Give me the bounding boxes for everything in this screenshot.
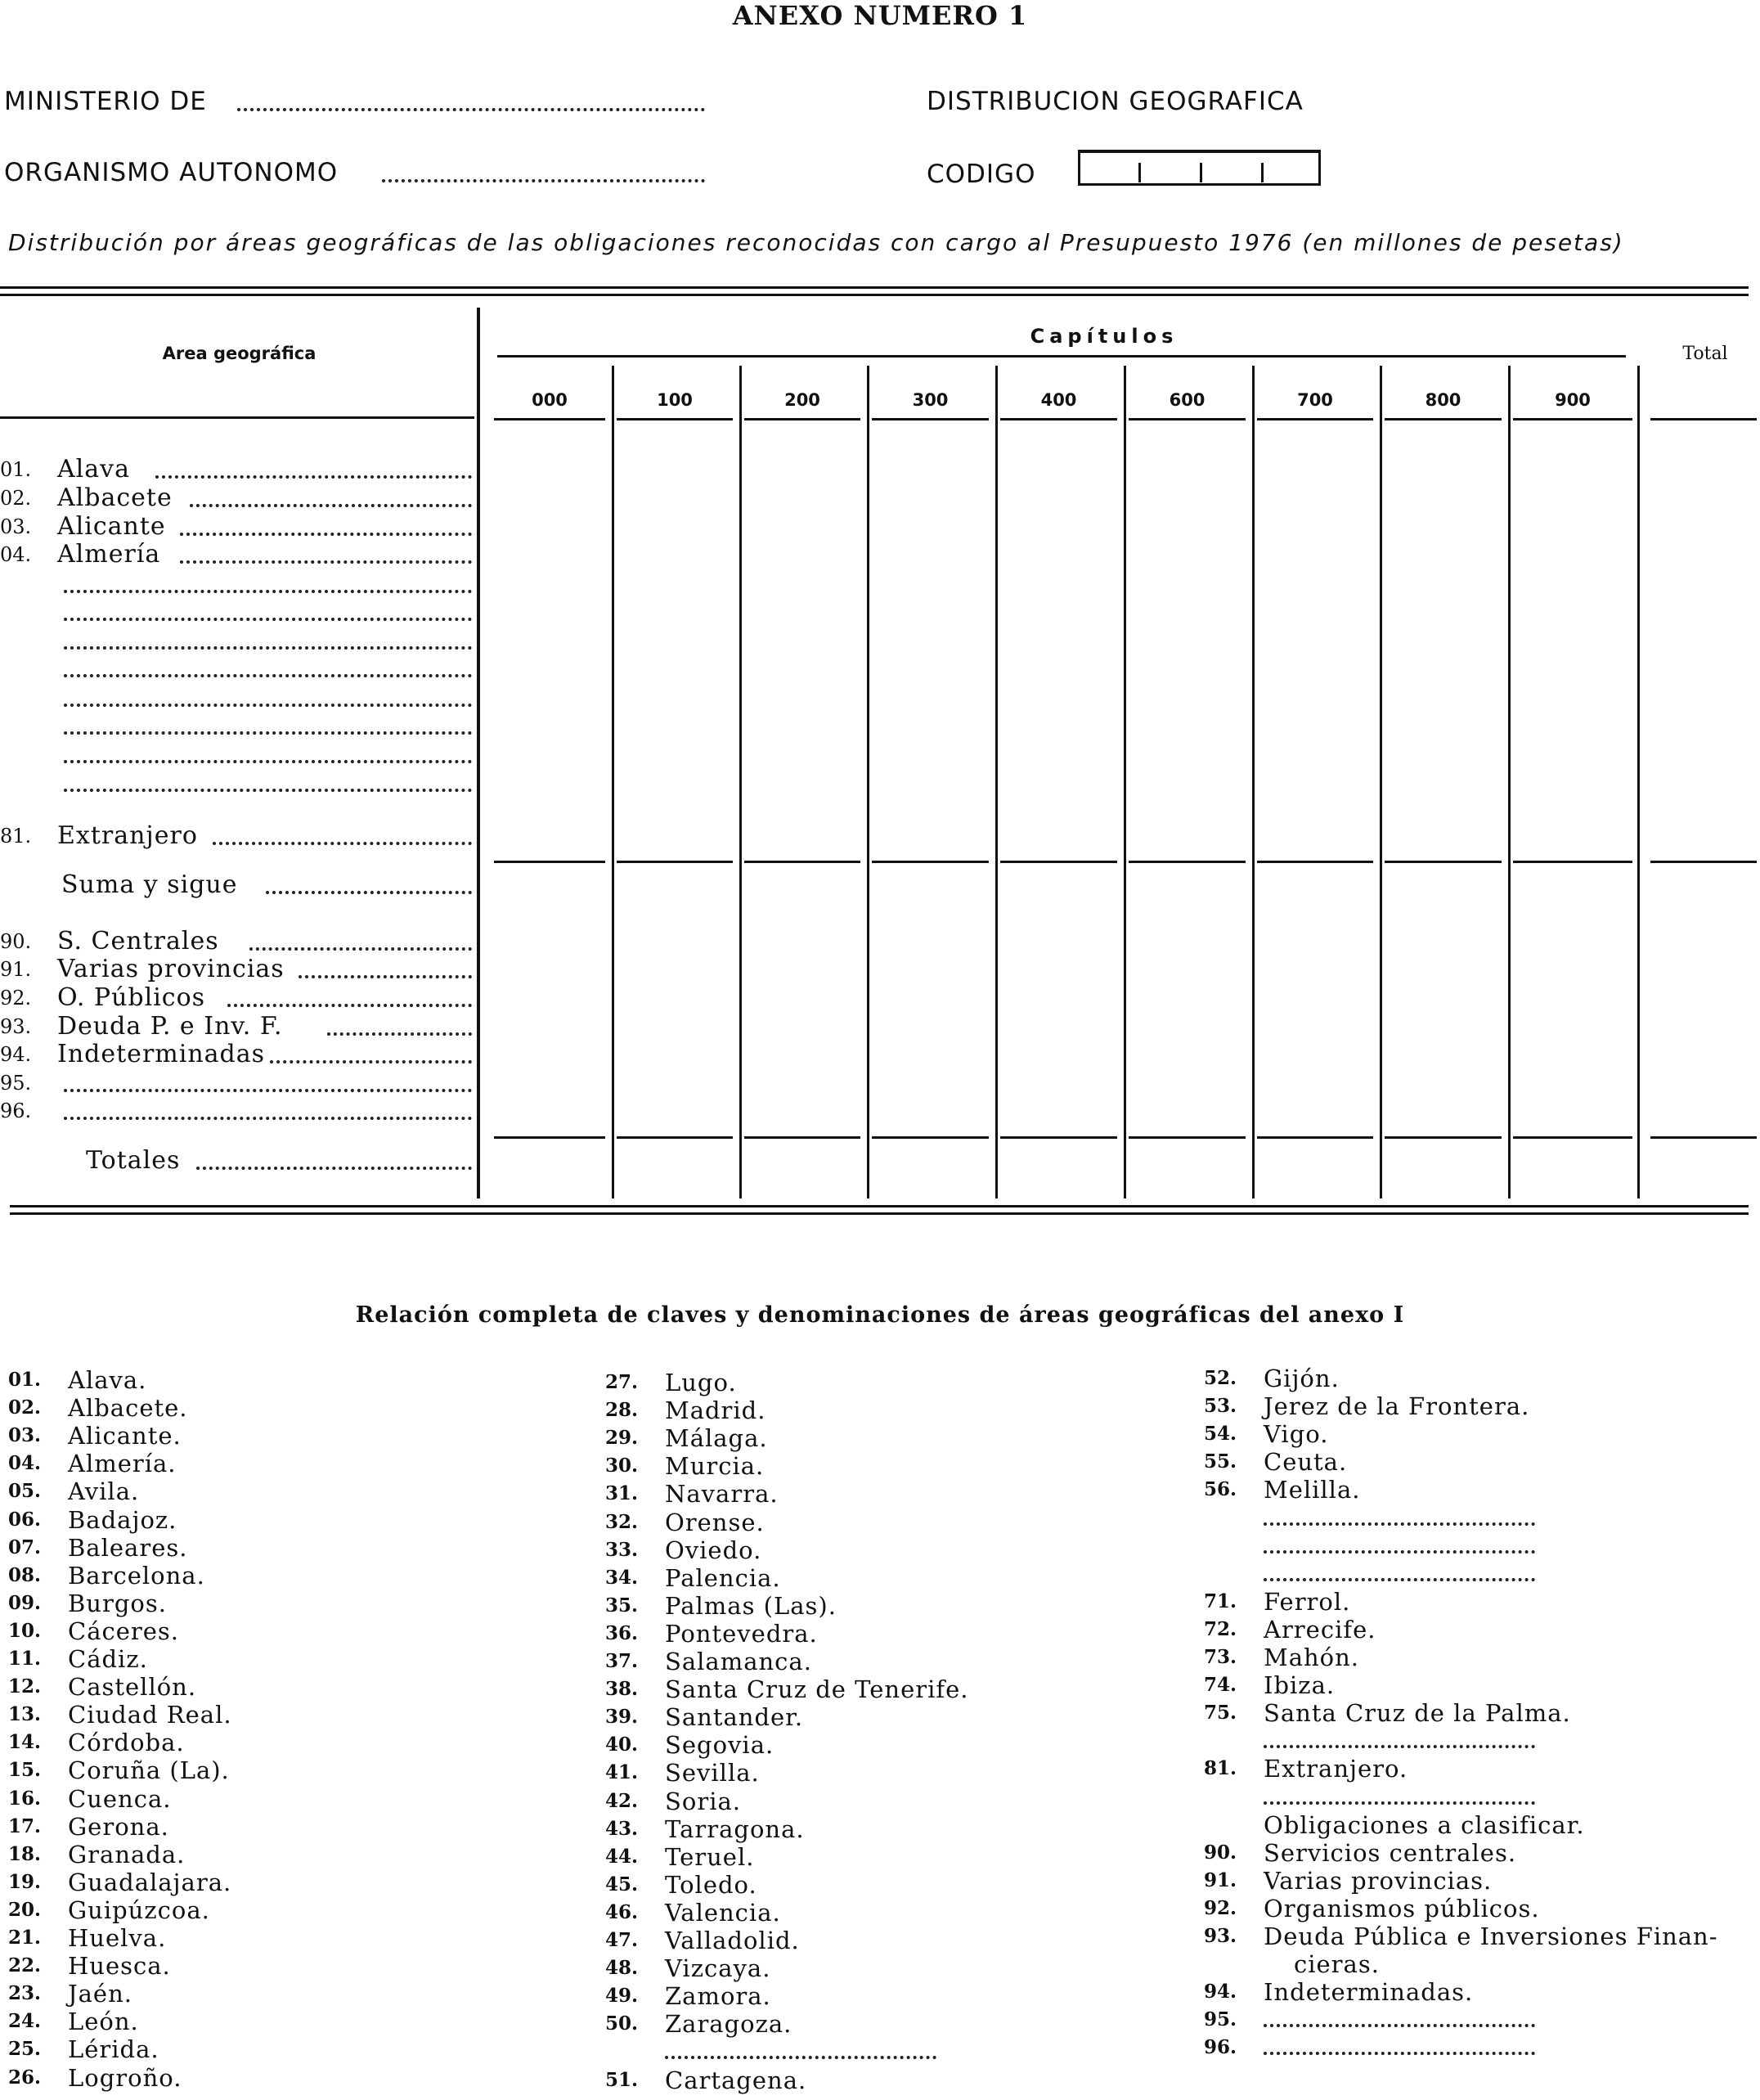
list-item-code: 38. <box>605 1678 639 1701</box>
row-code: 90. <box>0 930 32 953</box>
list-item-name: Zamora. <box>665 1982 771 2011</box>
list-item-code: 37. <box>605 1650 639 1672</box>
list-item-code: 75. <box>1204 1702 1237 1725</box>
list-item-code: 10. <box>8 1619 42 1642</box>
list-item <box>8 2035 581 2063</box>
row-label: Extranjero <box>57 821 198 850</box>
table-row <box>0 541 478 569</box>
column-header: 400 <box>1040 390 1077 410</box>
column-header: 100 <box>657 390 693 410</box>
list-item-name: Jaén. <box>68 1980 132 2008</box>
list-item-code: 16. <box>8 1787 42 1810</box>
table-row <box>0 871 478 899</box>
row-label: Alicante <box>57 512 166 541</box>
list-item <box>605 2066 1178 2094</box>
table-row <box>0 456 478 483</box>
table-row <box>0 1097 478 1125</box>
list-item-code: 73. <box>1204 1646 1237 1668</box>
list-item <box>8 1729 581 1756</box>
list-item-code: 28. <box>605 1399 639 1422</box>
table-row <box>0 684 478 712</box>
list-item-name: Huelva. <box>68 1924 167 1952</box>
table-row <box>0 513 478 541</box>
list-item <box>1204 1476 1760 1504</box>
list-item-name: Organismos públicos. <box>1264 1894 1540 1922</box>
row-code: 94. <box>0 1043 32 1066</box>
list-item <box>8 1562 581 1590</box>
column-header: 200 <box>784 390 820 410</box>
list-item-code: 19. <box>8 1870 42 1893</box>
list-item-code: 22. <box>8 1954 42 1977</box>
list-item <box>605 1787 1178 1815</box>
list-item-code: 13. <box>8 1703 42 1726</box>
list-item <box>605 1396 1178 1424</box>
list-item-code: 06. <box>8 1508 42 1531</box>
list-item <box>8 1506 581 1534</box>
list-item <box>8 1590 581 1617</box>
total-header: Total <box>1682 344 1728 364</box>
row-code: 93. <box>0 1015 32 1038</box>
column-header: 900 <box>1555 390 1591 410</box>
list-item-name: Navarra. <box>665 1480 779 1509</box>
list-item <box>1204 1727 1760 1755</box>
row-code: 01. <box>0 458 32 481</box>
table-row <box>0 928 478 956</box>
list-item-code: 31. <box>605 1482 639 1505</box>
list-item-code: 48. <box>605 1957 639 1980</box>
list-item-code: 91. <box>1204 1868 1237 1891</box>
list-item-name: Murcia. <box>665 1452 765 1481</box>
list-item-name: Gijón. <box>1264 1365 1340 1392</box>
list-item-code: 93. <box>1204 1925 1237 1947</box>
list-item <box>605 1731 1178 1759</box>
list-item-code: 27. <box>605 1371 639 1393</box>
list-item-code: 33. <box>605 1538 639 1561</box>
row-label: Deuda P. e Inv. F. <box>57 1012 283 1041</box>
table-row <box>0 484 478 512</box>
row-code: 02. <box>0 487 32 510</box>
column-header: 300 <box>912 390 949 410</box>
list-item-name: Albacete. <box>68 1394 188 1423</box>
list-item-name: Barcelona. <box>68 1561 205 1590</box>
table-row <box>0 1013 478 1041</box>
list-item-blank[interactable] <box>665 2056 936 2059</box>
list-item-name: Granada. <box>68 1840 186 1868</box>
list-item-code: 12. <box>8 1675 42 1698</box>
list-item <box>1204 2034 1760 2062</box>
table-row <box>0 956 478 983</box>
list-item-name: Ferrol. <box>1264 1587 1351 1616</box>
area-header: Area geográfica <box>162 344 317 363</box>
list-item-code: 35. <box>605 1594 639 1617</box>
list-item-code: 11. <box>8 1648 42 1670</box>
list-item <box>605 1843 1178 1871</box>
list-item <box>605 1648 1178 1675</box>
page-title: ANEXO NUMERO 1 <box>732 0 1028 31</box>
row-code: 92. <box>0 987 32 1010</box>
list-item <box>1204 1420 1760 1448</box>
column-header: 000 <box>532 390 568 410</box>
list-item-code: 74. <box>1204 1674 1237 1697</box>
list-item <box>8 1422 581 1450</box>
row-label: Almería <box>57 540 161 569</box>
list-item <box>1204 1699 1760 1727</box>
list-item-code: 05. <box>8 1480 42 1503</box>
list-item-name: Varias provincias. <box>1264 1866 1493 1895</box>
table-row <box>0 1069 478 1097</box>
list-item-name: Cuenca. <box>68 1784 172 1813</box>
list-item-name: Orense. <box>665 1508 765 1536</box>
list-item-name: Guipúzcoa. <box>68 1895 210 1924</box>
codigo-box[interactable] <box>1078 150 1321 186</box>
list-item <box>1204 1644 1760 1671</box>
list-item-code: 50. <box>605 2012 639 2035</box>
list-item-name: Salamanca. <box>665 1648 812 1675</box>
table-row <box>0 627 478 654</box>
list-item-name: Castellón. <box>68 1673 197 1702</box>
list-item-code: 08. <box>8 1563 42 1586</box>
list-item-name: Indeterminadas. <box>1264 1978 1474 2007</box>
table-description: Distribución por áreas geográficas de las obligaciones reconocidas con cargo al Presupuesto 1976 (en millones de pesetas) <box>8 229 1624 256</box>
list-item <box>1204 1950 1760 1978</box>
list-item <box>1204 1978 1760 2006</box>
list-item-name: Málaga. <box>665 1424 768 1453</box>
distribucion-label: DISTRIBUCION GEOGRAFICA <box>927 87 1304 116</box>
list-item <box>605 1592 1178 1620</box>
ministerio-label: MINISTERIO DE <box>4 87 207 116</box>
list-item-name: Vizcaya. <box>665 1954 771 1983</box>
list-item <box>605 1452 1178 1480</box>
row-label: Alava <box>57 455 130 483</box>
list-item-code: 46. <box>605 1900 639 1923</box>
list-item <box>1204 1671 1760 1699</box>
list-item-blank[interactable] <box>1264 1745 1535 1748</box>
list-item <box>605 1815 1178 1843</box>
list-item-code: 01. <box>8 1369 42 1391</box>
list-item-code: 42. <box>605 1789 639 1812</box>
list-item-code: 41. <box>605 1761 639 1784</box>
list-item-blank[interactable] <box>1264 1578 1535 1581</box>
list-item <box>8 1896 581 1924</box>
list-item-code: 90. <box>1204 1841 1237 1864</box>
list-item-name: Santa Cruz de la Palma. <box>1264 1699 1571 1728</box>
list-item-code: 40. <box>605 1734 639 1756</box>
list-item-name: Servicios centrales. <box>1264 1838 1517 1867</box>
list-item-name: cieras. <box>1294 1950 1380 1979</box>
list-item-code: 51. <box>605 2068 639 2091</box>
list-item <box>1204 1532 1760 1560</box>
list-item-blank[interactable] <box>1264 1522 1535 1526</box>
row-label: Indeterminadas <box>57 1040 266 1068</box>
list-item-name: Alava. <box>68 1366 147 1394</box>
list-item <box>1204 1588 1760 1616</box>
list-item-code: 95. <box>1204 2008 1237 2031</box>
list-item-name: Pontevedra. <box>665 1619 818 1648</box>
list-item-name: Jerez de la Frontera. <box>1264 1392 1530 1421</box>
list-item <box>1204 1616 1760 1644</box>
list-item-code: 81. <box>1204 1757 1237 1780</box>
table-row <box>0 570 478 598</box>
row-code: 91. <box>0 958 32 981</box>
list-item <box>605 1564 1178 1592</box>
list-item-name: Baleares. <box>68 1533 188 1562</box>
list-item <box>1204 1560 1760 1588</box>
list-item-blank[interactable] <box>1264 1550 1535 1554</box>
list-item-code: 09. <box>8 1591 42 1614</box>
table-row <box>0 712 478 740</box>
list-item-code: 20. <box>8 1898 42 1921</box>
list-item <box>605 2010 1178 2038</box>
list-item-code: 45. <box>605 1873 639 1895</box>
list-item <box>1204 1448 1760 1476</box>
list-item-name: Melilla. <box>1264 1476 1361 1504</box>
list-item-name: Alicante. <box>68 1422 182 1450</box>
list-item-code: 54. <box>1204 1423 1237 1446</box>
list-item <box>1204 1755 1760 1783</box>
list-item <box>605 1703 1178 1731</box>
organismo-label: ORGANISMO AUTONOMO <box>4 158 339 187</box>
list-item-name: Tarragona. <box>665 1814 805 1843</box>
list-item-code: 34. <box>605 1566 639 1589</box>
list-item-code: 39. <box>605 1706 639 1729</box>
list-item <box>8 2008 581 2035</box>
list-item-name: Segovia. <box>665 1731 774 1760</box>
row-label: Totales <box>86 1146 181 1175</box>
list-item-code: 96. <box>1204 2036 1237 2059</box>
list-item-name: Soria. <box>665 1787 741 1815</box>
list-item-name: Extranjero. <box>1264 1755 1408 1783</box>
list-item-name: Coruña (La). <box>68 1756 230 1785</box>
list-item-name: Cartagena. <box>665 2066 807 2094</box>
list-item <box>8 1756 581 1784</box>
list-item <box>8 1534 581 1562</box>
list-item-name: Huesca. <box>68 1952 171 1981</box>
list-item-name: Oviedo. <box>665 1536 762 1564</box>
list-item-code: 71. <box>1204 1590 1237 1612</box>
list-item <box>8 1785 581 1813</box>
list-item-code: 23. <box>8 1982 42 2005</box>
row-label: Albacete <box>57 483 173 512</box>
list-item-name: Almería. <box>68 1450 177 1478</box>
row-label: Varias provincias <box>57 955 285 983</box>
list-item <box>1204 1365 1760 1392</box>
list-item-code: 72. <box>1204 1617 1237 1640</box>
row-code: 03. <box>0 515 32 538</box>
list-item <box>8 1673 581 1701</box>
table-row <box>0 1041 478 1068</box>
list-item-code: 29. <box>605 1427 639 1450</box>
list-item-name: Gerona. <box>68 1812 169 1841</box>
list-item-name: Arrecife. <box>1264 1615 1376 1644</box>
list-item-name: Palmas (Las). <box>665 1591 837 1620</box>
column-header: 700 <box>1297 390 1333 410</box>
column-header: 600 <box>1169 390 1206 410</box>
list-item-name: Valladolid. <box>665 1927 800 1954</box>
list-item <box>1204 1867 1760 1895</box>
table-row <box>0 654 478 682</box>
list-item-name: Córdoba. <box>68 1729 185 1757</box>
row-code: 96. <box>0 1099 32 1122</box>
list-item-name: Palencia. <box>665 1563 781 1592</box>
list-item-code: 18. <box>8 1842 42 1865</box>
list-item <box>1204 1811 1760 1839</box>
table-row <box>0 769 478 797</box>
list-item-code: 43. <box>605 1817 639 1840</box>
list-item-name: León. <box>68 2008 139 2036</box>
list-item-code: 02. <box>8 1396 42 1419</box>
list-item-name: Lérida. <box>68 2035 159 2064</box>
table-row <box>0 984 478 1012</box>
list-item-name: Lugo. <box>665 1369 737 1396</box>
list-item <box>605 1424 1178 1452</box>
list-item-name: Valencia. <box>665 1898 781 1927</box>
list-item <box>8 1450 581 1477</box>
list-item-code: 26. <box>8 2066 42 2089</box>
list-item <box>8 2064 581 2092</box>
list-item <box>1204 1392 1760 1420</box>
list-item-name: Toledo. <box>665 1870 757 1899</box>
table-row <box>0 822 478 850</box>
table-row <box>0 1147 478 1175</box>
list-item-name: Cádiz. <box>68 1645 148 1673</box>
list-item-code: 03. <box>8 1424 42 1447</box>
list-item <box>605 1675 1178 1703</box>
list-item <box>1204 1839 1760 1867</box>
list-item-name: Santander. <box>665 1703 804 1732</box>
list-item <box>605 1982 1178 2010</box>
list-item-name: Mahón. <box>1264 1644 1360 1671</box>
list-item-code: 55. <box>1204 1450 1237 1473</box>
list-item-code: 53. <box>1204 1395 1237 1418</box>
list-item-name: Deuda Pública e Inversiones Finan- <box>1264 1922 1718 1950</box>
list-item-name: Sevilla. <box>665 1759 760 1787</box>
list-item-name: Madrid. <box>665 1396 766 1425</box>
list-item-code: 17. <box>8 1814 42 1837</box>
list-item <box>1204 1783 1760 1811</box>
list-item-name: Badajoz. <box>68 1505 177 1534</box>
list-item <box>605 1536 1178 1564</box>
row-label: O. Públicos <box>57 983 206 1012</box>
row-code: 95. <box>0 1072 32 1095</box>
list-item-code: 92. <box>1204 1896 1237 1919</box>
list-item-name: Cáceres. <box>68 1617 180 1645</box>
list-item <box>605 1927 1178 1954</box>
ministerio-field[interactable] <box>237 108 705 111</box>
relacion-title: Relación completa de claves y denominaciones de áreas geográficas del anexo I <box>355 1302 1405 1328</box>
list-item-code: 25. <box>8 2038 42 2061</box>
list-item-code: 47. <box>605 1929 639 1951</box>
list-item <box>8 1924 581 1952</box>
list-item-name: Guadalajara. <box>68 1868 232 1896</box>
list-item <box>605 1480 1178 1508</box>
row-code: 04. <box>0 543 32 566</box>
list-item-code: 14. <box>8 1731 42 1754</box>
list-item <box>605 1759 1178 1787</box>
list-item <box>8 1813 581 1841</box>
list-item <box>8 1868 581 1896</box>
table-row <box>0 740 478 768</box>
list-item <box>8 1952 581 1980</box>
list-item <box>8 1366 581 1394</box>
list-item-code: 52. <box>1204 1367 1237 1389</box>
list-item <box>8 1617 581 1645</box>
list-item-code: 24. <box>8 2010 42 2033</box>
list-item <box>605 1954 1178 1982</box>
list-item <box>605 2038 1178 2066</box>
list-item-code: 15. <box>8 1759 42 1782</box>
list-item <box>8 1980 581 2008</box>
list-item-name: Logroño. <box>68 2063 182 2092</box>
list-item <box>605 1509 1178 1536</box>
list-item-name: Burgos. <box>68 1589 167 1617</box>
list-item-name: Ciudad Real. <box>68 1701 232 1729</box>
list-item-code: 21. <box>8 1927 42 1949</box>
list-item-name: Teruel. <box>665 1842 755 1871</box>
list-item-code: 36. <box>605 1621 639 1644</box>
list-item-name: Ceuta. <box>1264 1448 1348 1477</box>
row-label: Suma y sigue <box>61 870 238 899</box>
list-item-blank[interactable] <box>1264 2052 1535 2055</box>
list-item <box>605 1871 1178 1899</box>
list-item <box>605 1620 1178 1648</box>
list-item-code: 94. <box>1204 1981 1237 2003</box>
table-row <box>0 598 478 626</box>
list-item-name: Avila. <box>68 1477 140 1506</box>
list-item <box>605 1369 1178 1396</box>
list-item <box>1204 1922 1760 1950</box>
list-item <box>1204 1895 1760 1922</box>
list-item-blank[interactable] <box>1264 2024 1535 2027</box>
list-item-code: 44. <box>605 1845 639 1868</box>
list-item-code: 07. <box>8 1536 42 1558</box>
list-item-name: Santa Cruz de Tenerife. <box>665 1675 969 1704</box>
list-item-blank[interactable] <box>1264 1801 1535 1805</box>
list-item-name: Zaragoza. <box>665 2010 792 2039</box>
list-item <box>8 1477 581 1505</box>
list-item <box>1204 2006 1760 2034</box>
list-item <box>1204 1504 1760 1532</box>
list-item-code: 56. <box>1204 1478 1237 1501</box>
list-item <box>8 1841 581 1868</box>
list-item <box>605 1899 1178 1927</box>
list-item-name: Vigo. <box>1264 1420 1329 1449</box>
capitulos-header: Capítulos <box>1030 325 1179 348</box>
list-item <box>8 1701 581 1729</box>
column-header: 800 <box>1425 390 1461 410</box>
list-item-code: 32. <box>605 1510 639 1533</box>
list-item-code: 30. <box>605 1455 639 1477</box>
row-label: S. Centrales <box>57 927 219 956</box>
row-code: 81. <box>0 825 32 848</box>
list-item <box>8 1645 581 1673</box>
list-item-name: Ibiza. <box>1264 1671 1336 1700</box>
list-item-code: 04. <box>8 1452 42 1475</box>
codigo-label: CODIGO <box>927 160 1036 189</box>
list-item-code: 49. <box>605 1985 639 2008</box>
list-item <box>8 1394 581 1422</box>
organismo-field[interactable] <box>382 179 705 182</box>
list-item-name: Obligaciones a clasificar. <box>1264 1810 1585 1839</box>
